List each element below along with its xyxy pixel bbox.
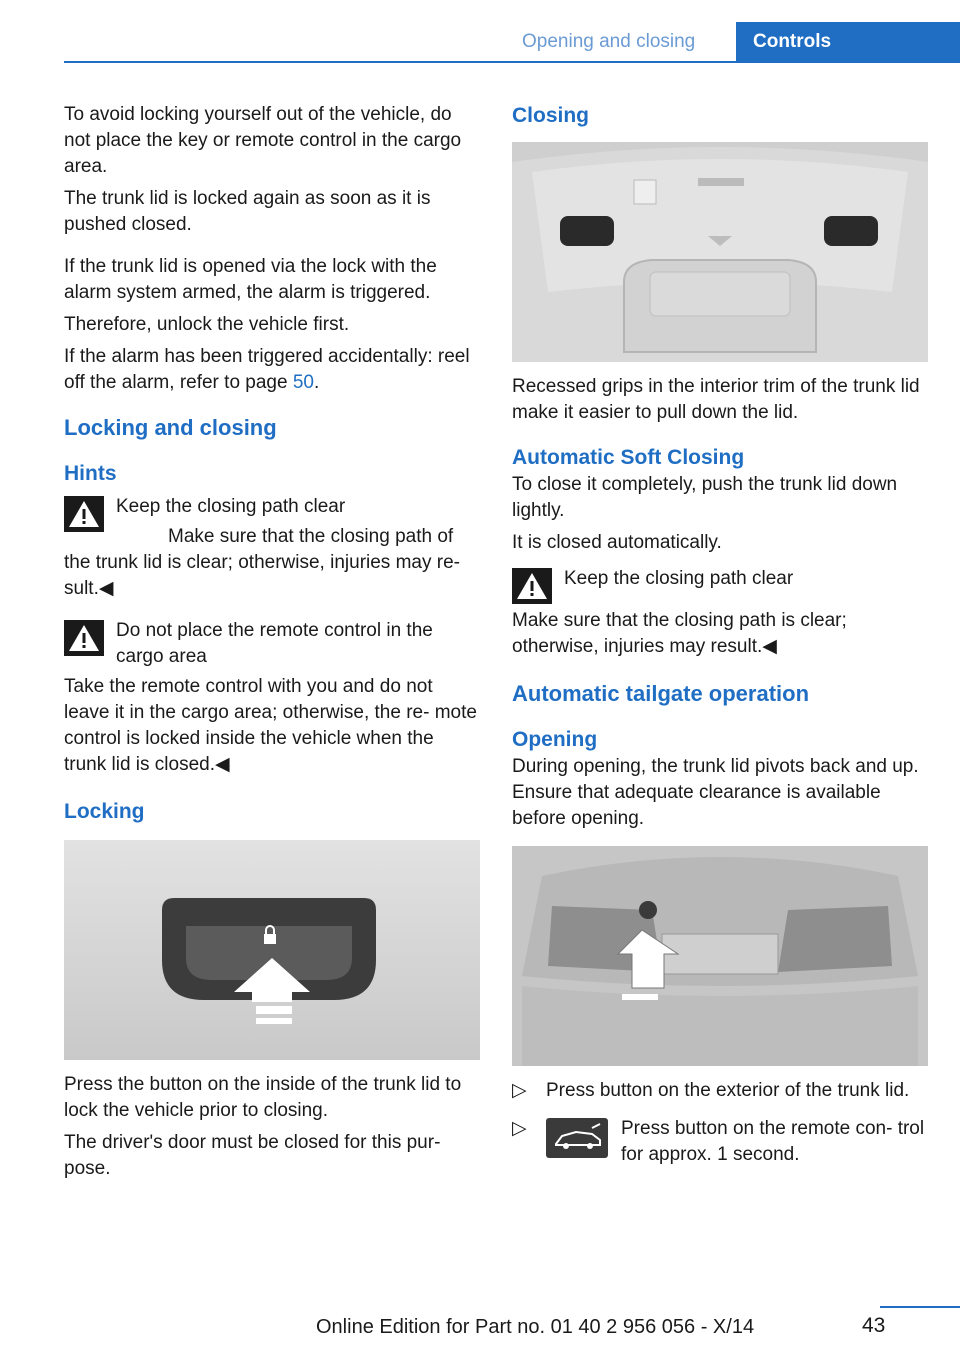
- triangle-bullet-icon: ▷: [512, 1118, 527, 1139]
- warning-block: [64, 618, 478, 778]
- warning-triangle-icon: [64, 496, 104, 532]
- warning-title: Keep the closing path clear: [564, 568, 794, 589]
- heading-opening: Opening: [512, 728, 598, 751]
- edition-footer: Online Edition for Part no. 01 40 2 956 056 - X/14: [316, 1316, 755, 1338]
- heading-closing: Closing: [512, 104, 589, 127]
- warning-body: Make sure that the closing path of the trunk lid is clear; otherwise, injuries may re‐ sult.◀: [64, 526, 460, 599]
- warning-block: [64, 494, 478, 602]
- paragraph-page-ref: [64, 344, 478, 396]
- car-remote-trunk-icon: [546, 1118, 608, 1158]
- paragraph: Press the button on the inside of the trunk lid to lock the vehicle prior to closing.: [64, 1074, 462, 1121]
- warning-triangle-icon: [64, 620, 104, 656]
- paragraph: To close it completely, push the trunk lid down lightly.: [512, 474, 898, 521]
- header-section-title: Opening and closing: [522, 31, 696, 52]
- header-rule: [64, 61, 960, 63]
- warning-block: [512, 566, 932, 660]
- footer-rule: [880, 1306, 960, 1308]
- right-column: [512, 102, 932, 1180]
- paragraph: To avoid locking yourself out of the vehicle, do not place the key or remote control in the cargo area.: [64, 104, 462, 177]
- heading-locking: Locking: [64, 800, 145, 823]
- paragraph-text: If the alarm has been triggered accidentally: reel off the alarm, refer to page: [64, 346, 470, 393]
- list-item: [512, 1078, 932, 1104]
- lock-button-illustration: [64, 840, 480, 1060]
- list-item: [512, 1116, 932, 1168]
- triangle-bullet-icon: ▷: [512, 1080, 527, 1101]
- heading-automatic-soft-closing: Automatic Soft Closing: [512, 446, 745, 469]
- header-chapter-tab: Controls: [736, 22, 960, 62]
- warning-title: Do not place the remote control in the cargo area: [116, 620, 433, 667]
- list-item-text: Press button on the remote con‐ trol for approx. 1 second.: [621, 1118, 925, 1165]
- page-number: 43: [862, 1314, 886, 1337]
- heading-automatic-tailgate-operation: Automatic tailgate operation: [512, 681, 810, 706]
- heading-locking-and-closing: Locking and closing: [64, 415, 277, 440]
- warning-body: Take the remote control with you and do not leave it in the cargo area; otherwise, the re‐ mote control is locked inside the vehicle when the trunk lid is closed.◀: [64, 676, 477, 775]
- warning-title: Keep the closing path clear: [116, 496, 346, 517]
- paragraph: If the trunk lid is opened via the lock with the alarm system armed, the alarm is triggered.: [64, 256, 437, 303]
- paragraph-text: .: [313, 372, 320, 393]
- warning-body: Make sure that the closing path is clear; otherwise, injuries may result.◀: [512, 610, 847, 657]
- list-item-text: Press button on the exterior of the trunk lid.: [546, 1080, 910, 1101]
- paragraph: It is closed automatically.: [512, 532, 722, 553]
- heading-hints: Hints: [64, 462, 117, 485]
- trunk-exterior-illustration: [512, 846, 928, 1066]
- trunk-interior-illustration: [512, 142, 928, 362]
- left-column: [64, 102, 478, 1188]
- warning-triangle-icon: [512, 568, 552, 604]
- paragraph: The driver's door must be closed for this pur‐ pose.: [64, 1132, 441, 1179]
- paragraph: Therefore, unlock the vehicle first.: [64, 314, 350, 335]
- paragraph: During opening, the trunk lid pivots back and up. Ensure that adequate clearance is available before opening.: [512, 756, 919, 829]
- paragraph: Recessed grips in the interior trim of the trunk lid make it easier to pull down the lid.: [512, 376, 920, 423]
- page-reference-link[interactable]: 50: [292, 372, 314, 393]
- paragraph: The trunk lid is locked again as soon as it is pushed closed.: [64, 188, 431, 235]
